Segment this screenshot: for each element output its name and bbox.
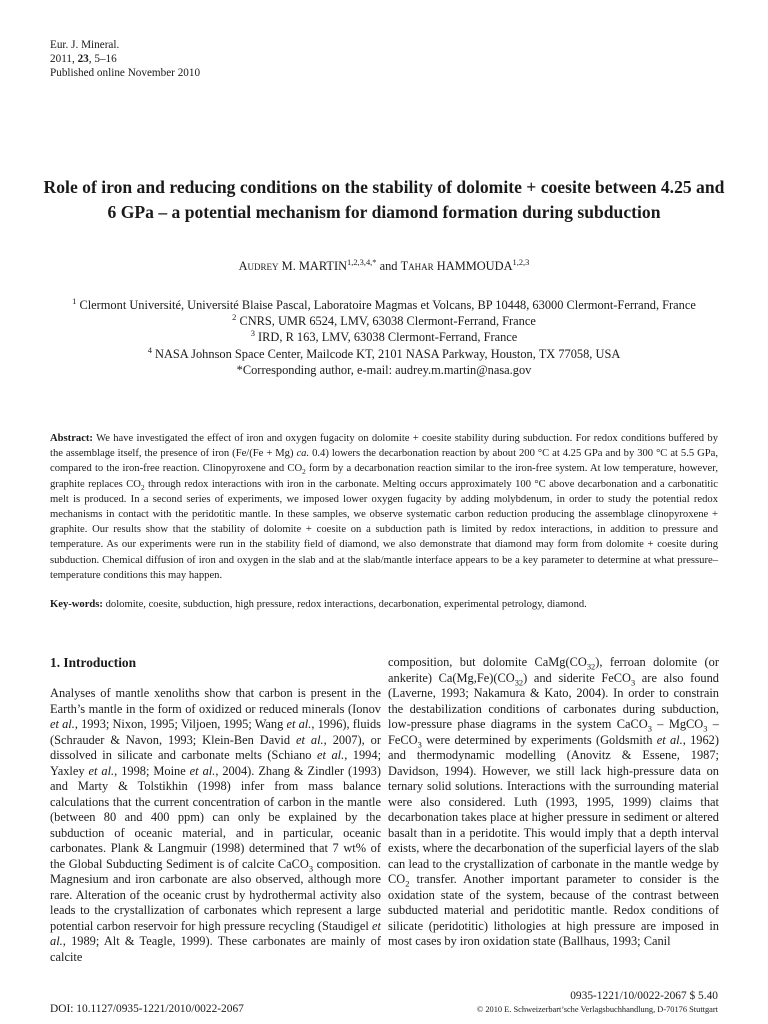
journal-name: Eur. J. Mineral. <box>50 39 120 51</box>
affiliations <box>60 297 708 378</box>
corresponding-author[interactable]: *Corresponding author, e-mail: audrey.m.martin@nasa.gov <box>236 362 532 377</box>
section-heading: 1. Introduction <box>50 655 137 670</box>
keywords-label: Key-words: <box>50 599 103 610</box>
doi[interactable]: DOI: 10.1127/0935-1221/2010/0022-2067 <box>50 1003 244 1015</box>
affiliation-4: $^4$ NASA Johnson Space Center, Mailcode KT, 2101 NASA Parkway, Houston, TX 77058, USA <box>147 344 621 361</box>
affiliation-2: $^2$ CNRS, UMR 6524, LMV, 63038 Clermont-Ferrand, France <box>232 312 536 329</box>
author-1[interactable]: Audrey M. $MARTIN^{1,2,3,4,*}$ <box>238 256 377 273</box>
journal-citation: 2011, 23, 5–16 <box>50 53 117 65</box>
affiliation-3: $^3$ IRD, R 163, LMV, 63038 Clermont-Ferrand, France <box>250 328 518 345</box>
keywords: Key-words: dolomite, coesite, subduction, high pressure, redox interactions, decarbonation, experimental petrology, diamond. <box>50 599 587 610</box>
intro-paragraph: Analyses of mantle xenoliths show that carbon is present in the Earth’s mantle in the form of oxidized or reduced minerals (Ionov et al., 1993; Nixon, 1995; Viljoen, 1995; Wang et al., 1996), fluids (Schrauder & Navon, 1993; Klein-Ben David et al., 2007), or dissolved in silicate and carbonate melts (Schiano et al., 1994; Yaxley et al., 1998; Moine et al., 2004). Zhang & Zindler (1993) and Marty & Tolstikhin (1998) infer from mass balance calculations that the current concentration of carbon in the mantle (between 80 and 400 ppm) can only be explained by the subduction of oceanic material, and in particular, oceanic carbonates. Plank & Langmuir (1998) determined that 7 wt% of the Global Subducting Sediment is of calcite CaCO$_3$ composition. Magnesium and iron carbonate are also observed, although more rare. Alteration of the oceanic crust by hydrothermal activity also leads to the crystallization of carbonates which represent a large potential carbon reservoir for high pressure recycling (Staudigel et al., 1989; Alt & Teagle, 1999). These carbonates are mainly of calcite <box>50 686 382 964</box>
journal-published: Published online November 2010 <box>50 67 201 79</box>
footer-right <box>477 990 718 1016</box>
intro-left-column <box>50 655 381 965</box>
article-code: 0935-1221/10/0022-2067 $ 5.40 <box>570 990 718 1002</box>
author-2[interactable]: Tahar HAMMOUDA$^{1,2,3}$ <box>400 256 530 273</box>
copyright: © 2010 E. Schweizerbart’sche Verlagsbuchhandlung, D-70176 Stuttgart <box>476 1005 718 1014</box>
journal-volume: 23 <box>77 53 89 65</box>
affiliation-1: $^1$ Clermont Université, Université Blaise Pascal, Laboratoire Magmas et Volcans, BP 10448, 63000 Clermont-Ferrand, France <box>72 295 696 312</box>
abstract-label: Abstract: <box>50 433 93 444</box>
paper-title: Role of iron and reducing conditions on the stability of dolomite + coesite between 4.25 and 6 GPa – a potential mechanism for diamond formation during subduction <box>43 177 725 222</box>
journal-header <box>50 38 200 80</box>
intro-paragraph-continued: composition, but dolomite $CaMg(CO_{32})$, ferroan dolomite (or ankerite) $Ca(Mg,Fe)(CO_{32})$ and siderite FeCO$_3$ are also found (Laverne, 1993; Nakamura & Kato, 2004). In order to constrain the destabilization conditions of carbonates during subduction, low-pressure phase diagrams in the system CaCO$_3$ – MgCO$_3$ – FeCO$_3$ were determined by experiments (Goldsmith et al., 1962) and thermodynamic modelling (Anovitz & Essene, 1987; Davidson, 1994). However, we still lack high-pressure data on ternary solid solutions. Interactions with the surrounding material were also considered. Luth (1993, 1995, 1999) claims that decarbonation takes place at higher pressure in sediment or altered basalt than in a peridotite. This would imply that a depth interval exists, where the decarbonation of the superficial layers of the slab can lead to the crystallization of carbonate in the mantle wedge by $CO_2$ transfer. Another important parameter to consider is the oxidation state of the system, because of the contrast between subducted material and peridotitic mantle. Redox conditions of silicate (peridotitic) lithologies at high pressure are imposed in most cases by iron oxidation state (Ballhaus, 1993; Canil <box>388 655 719 948</box>
abstract: Abstract: We have investigated the effect of iron and oxygen fugacity on dolomite + coesite stability during subduction. For redox conditions buffered by the assemblage itself, the presence of iron (Fe/(Fe + Mg) ca. 0.4) lowers the decarbonation reaction by about 200 °C at 4.25 GPa and by 300 °C at 5.5 GPa, compared to the iron-free reaction. Clinopyroxene and $CO_2$ form by a decarbonation reaction similar to the iron-free system. At low temperature, however, graphite replaces $CO_2$ through redox interactions with iron in the carbonate. Melting occurs approximately 100 °C above decarbonation and a carbonatitic melt is produced. In a second series of experiments, we imposed lower oxygen fugacity by adding molybdenum, in order to study the potential redox mechanisms in contact with the peridotitic mantle. In these samples, we observe systematic carbon reduction producing the assemblage clinopyroxene + graphite. Our results show that the stability of dolomite + coesite on a subduction path is limited by redox interactions, in addition to pressure and temperature. As our experiments were run in the stability field of diamond, we also demonstrate that diamond may form from dolomite + coesite during subduction. Chemical diffusion of iron and oxygen in the slab and at the slab/mantle interface appears to be a key parameter to determine at what pressure–temperature conditions this may happen. <box>50 433 719 581</box>
author-line: Audrey M. $MARTIN^{1,2,3,4,*}$ and Tahar HAMMOUDA$^{1,2,3}$ <box>238 256 530 273</box>
intro-right-column <box>388 655 719 950</box>
